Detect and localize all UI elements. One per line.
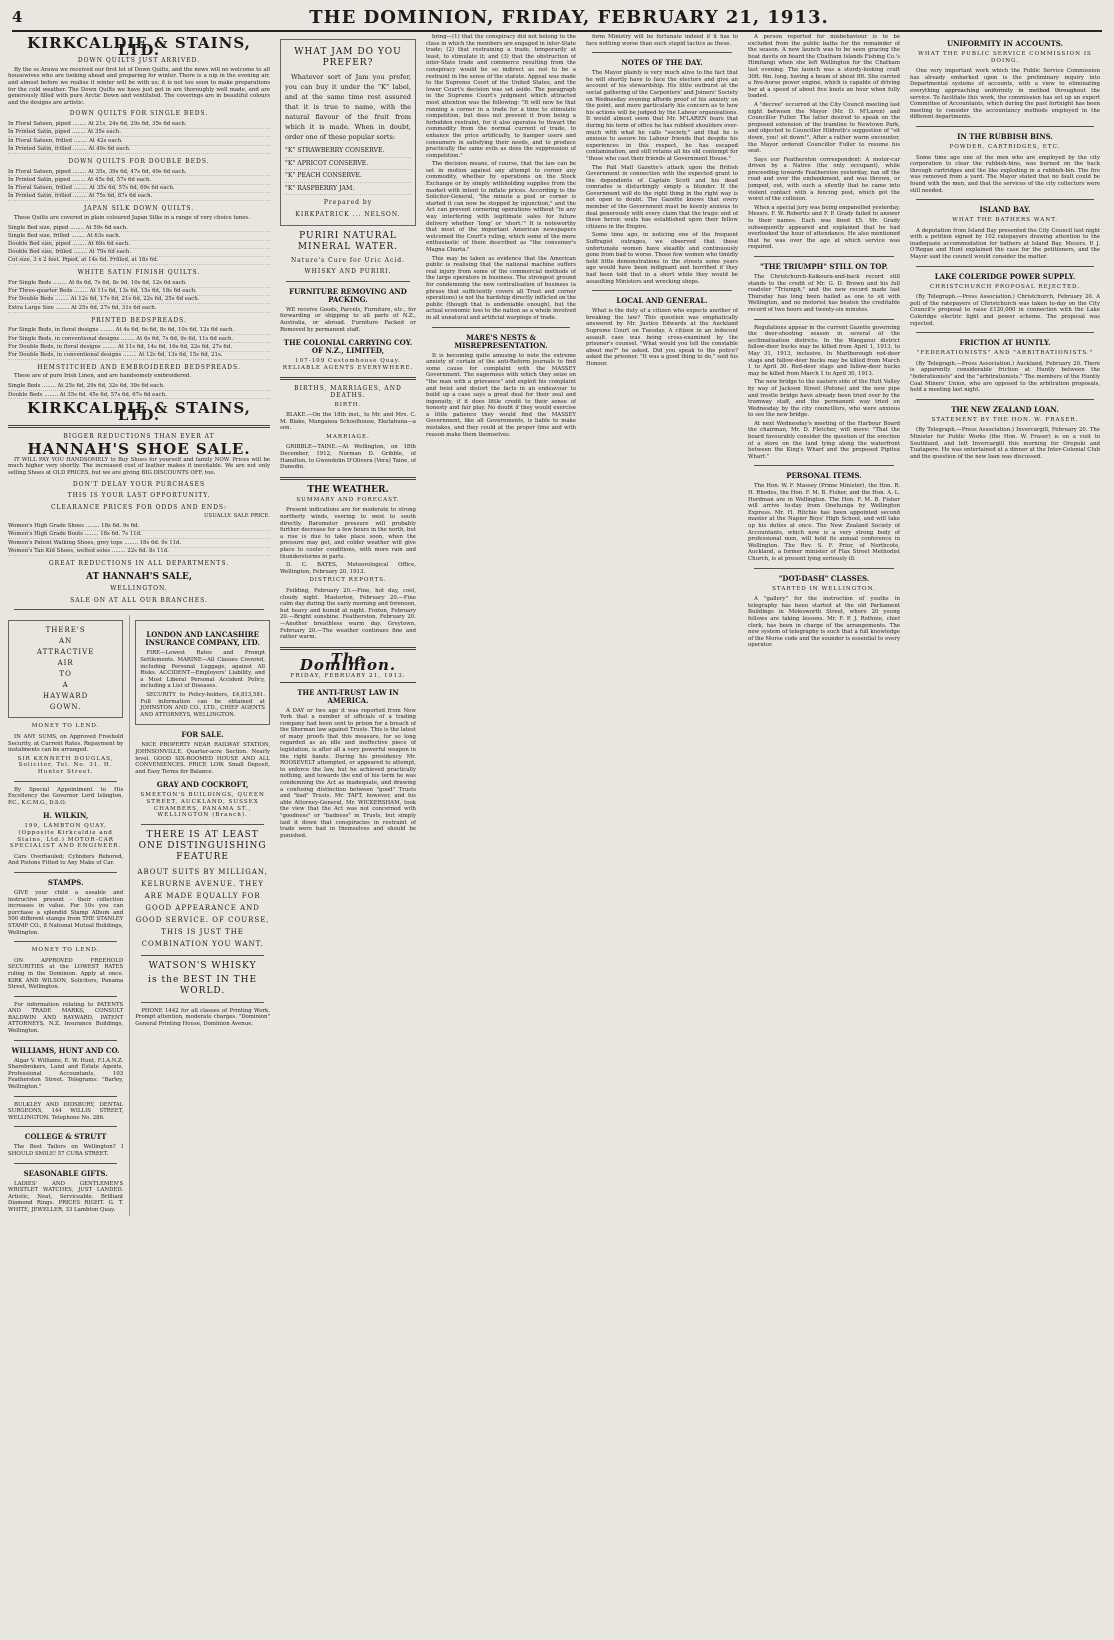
lake-coleridge-text: (By Telegraph.—Press Association.) Christchurch, February 20. A poll of the ratepayers of Christchurch was taken to-day on the City Council's proposal to raise £120,000 in connection with the Lake Coleridge electric light and power scheme. The proposal was rejected. — [910, 294, 1100, 327]
news-text: A person reported for misbehaviour is to be excluded from the public baths for the remainder of the season. A new launch was to be seen gracing the boat davits on board the Chatham Islands Fishing Co.'s Himitangi when she left Wellington for the Chatham last evening. The launch was a sturdy-looking craft 30ft. 6in. long, having a beam of about 8ft. She carried a five-horse power engine, which is capable of driving her at a speed of about five knots an hour when fully loaded. — [748, 34, 900, 100]
milligan-text: ABOUT SUITS BY MILLIGAN, KELBURNE AVENUE. THEY ARE MADE EQUALLY FOR GOOD APPEARANCE AND GOOD SERVICE. OF COURSE, THIS IS JUST THE COMBINATION YOU WANT. — [135, 867, 270, 948]
satin-heading: WHITE SATIN FINISH QUILTS. — [77, 269, 201, 277]
divider — [592, 52, 732, 53]
divider — [141, 955, 264, 956]
printing-text: PHONE 1442 for all classes of Printing Work. Prompt attention, moderate charges. "Dominion" General Printing House, Dominion Avenue. — [135, 1007, 270, 1027]
hemstitched-intro: These are of pure Irish Linen, and are handsomely embroidered. — [14, 373, 192, 380]
hannah-branches: SALE ON AT ALL OUR BRANCHES. — [70, 596, 208, 604]
marriage-heading: MARRIAGE. — [326, 433, 370, 440]
nz-loan-heading: THE NEW ZEALAND LOAN. — [951, 404, 1059, 414]
puriri-tag: WHISKY AND PURIRI. — [304, 268, 392, 276]
price-line: In Printed Satin, piped ........ At 35s each. — [8, 129, 270, 137]
hemstitched-heading: HEMSTITCHED AND EMBROIDERED BEDSPREADS. — [37, 363, 241, 371]
island-bay-heading: ISLAND BAY. — [979, 205, 1031, 215]
rubbish-heading: IN THE RUBBISH BINS. — [957, 131, 1053, 141]
hannah-heading: BIGGER REDUCTIONS THAN EVER AT — [63, 432, 215, 440]
single-beds-heading: DOWN QUILTS FOR SINGLE BEDS. — [69, 110, 209, 118]
island-bay-sub: WHAT THE BATHERS WANT. — [952, 217, 1058, 224]
notes-text: The Pall Mall Gazette's attack upon the British Government in connection with the expected grant to the dependents of Captain Scott and his dead comrades is disturbingly simply a blunder. If the Government will do the right thing in the right way is not open to doubt. The Gazette knows that every member of the Government must be keenly anxious to deal generously with every claim that the tragic end of these heroic souls has established upon their fellow citizens in the Empire. — [586, 164, 738, 230]
colonial-carrying-address: 107-109 Customhouse Quay. RELIABLE AGENTS EVERYWHERE. — [282, 358, 414, 371]
birth-heading: BIRTH. — [334, 401, 362, 408]
price-line: Double Beds ........ At 35s 6d, 45s 6d, 57s 6d, 67s 6d each. — [8, 391, 270, 399]
double-beds-list — [8, 168, 270, 201]
hannah-city: WELLINGTON. — [110, 585, 168, 593]
wilkin-appointment: By Special Appointment to His Excellency the Governor Lord Islington, P.C., K.C.M.G., D.S.O. — [8, 786, 124, 806]
for-sale-text: NICE PROPERTY NEAR RAILWAY STATION, JOHNSONVILLE. Quarter-acre Section. Nearly level. GOOD SIX-ROOMED HOUSE AND ALL CONVENIENCES. PRICE LOW. Small Deposit, and Easy Terms for Balance. — [135, 742, 270, 775]
dot-dash-heading: "DOT-DASH" CLASSES. — [778, 573, 870, 583]
gray-cockroft-name: GRAY AND COCKROFT, — [156, 780, 249, 790]
wilkin-name: H. WILKIN, — [42, 811, 89, 821]
editorial-text: This may be taken as evidence that the American public is realising that the national machine suffers real injury from some of the commercial methods of the large operators in business. The strongest ground for condemning the new centralisation of business (a phrase that sufficiently covers all Trust and corner operations) is not the hardship directly inflicted on the public (though that is undeniable enough), but the actual economic loss to the nation as a whole involved in all unnatural and artificial warpings of trade. — [426, 255, 576, 321]
news-text: Regulations appear in the current Gazette governing the deer-shooting season in several of the acclimatisation districts. In the Wanganui district fallow-deer bucks may be killed from April 1, 1913, to May 31, 1913, inclusive. In Marlborough red-deer stags and fallow-deer bucks may be killed from March 1 to April 30. Red-deer stags and fallow-deer bucks may be killed from March 1 to April 30, 1913. — [748, 324, 900, 377]
news-text: A "decree" occurred at the City Council meeting last night between the Mayor (Mr. D. M'Laren) and Councillor Fuller. The latter desired to speak on the proposed extension of the tramline to Newtown Park, and objected to Councillor Hildreth's suggestion of "sit down, you! sit down!". After a rather warm encounter, the Mayor ordered Councillor Fuller to resume his seat. — [748, 101, 900, 155]
classified-split — [8, 615, 270, 1215]
price-line: Women's High Grade Shoes ........ 18s 6d. 9s 6d. — [8, 523, 270, 531]
weather-sub: SUMMARY AND FORECAST. — [296, 496, 400, 503]
jam-maker: KIRKPATRICK ... NELSON. — [295, 210, 401, 218]
london-heading: LONDON AND LANCASHIRE INSURANCE COMPANY, LTD. — [145, 630, 260, 648]
local-general-text: What is the duty of a citizen who expects another of breaking the law? This question was emphatically answered by Mr. Justice Edwards at the Auckland Supreme Court on Tuesday. A citizen in an indecent assault case was being cross-examined by the prisoner's counsel. "What would you tell the constable about me?" he asked. Did you speak to the police? asked the prisoner. "It was a good thing to do," said his Honour. — [586, 308, 738, 367]
wilkin-address: 199, LAMBTON QUAY, (Opposite Kirkcaldie and Stains, Ltd.) MOTOR-CAR SPECIALIST AND ENGINEER. — [9, 823, 122, 850]
column-jam-weather-editorial — [280, 34, 416, 1636]
double-beds-heading: DOWN QUILTS FOR DOUBLE BEDS. — [68, 157, 210, 165]
divider — [754, 256, 894, 257]
dominion-nameplate: The Dominion. — [299, 649, 397, 675]
price-line: For Double Beds, in conventional designs ........ At 12s 6d, 13s 6d, 15s 6d, 21s. — [8, 352, 270, 360]
divider — [916, 126, 1094, 127]
weather-heading: THE WEATHER. — [307, 484, 389, 495]
kirkcaldie-brand: KIRKCALDIE & STAINS, LTD. — [27, 34, 251, 59]
divider — [280, 477, 416, 480]
price-line: In Floral Sateen, piped ........ At 35s, 39s 6d, 47s 6d, 49s 6d each. — [8, 168, 270, 176]
divider — [754, 319, 894, 320]
hemstitched-list — [8, 383, 270, 399]
price-line: Single Bed size, piped ........ At 59s 6d each. — [8, 224, 270, 232]
college-text: The Best Tailors on Wellington? I SHOULD SMILE! 57 CUBA STREET. — [8, 1144, 124, 1157]
nz-loan-sub: STATEMENT BY THE HON. W. FRASER. — [931, 416, 1079, 423]
hayward-line: A — [62, 681, 69, 690]
dentists-text: BULKLEY AND DIDSBURY, DENTAL SURGEONS, 144 WILLIS STREET, WELLINGTON. Telephone No. 286. — [8, 1101, 124, 1121]
money2-heading: MONEY TO LEND. — [31, 947, 100, 954]
column-telegrams — [910, 34, 1100, 1636]
single-beds-list — [8, 121, 270, 154]
jam-text: Whatever sort of Jam you prefer, you can buy it under the "K" label, and at the same time rest assured that it is true to name, with the natural flavour of the fruit from which it is made. When in doubt, order one of these popular sorts: — [285, 73, 411, 141]
jam-heading: WHAT JAM DO YOU PREFER? — [294, 47, 402, 68]
editorial-continued: form Ministry will be fortunate indeed if it has to face nothing worse than such stupid tactics as these. — [586, 34, 738, 47]
price-line: Double Bed size, frilled ........ At 79s 6d each. — [8, 249, 270, 257]
watson-text: is the BEST IN THE WORLD. — [148, 974, 258, 996]
personal-heading: PERSONAL ITEMS. — [786, 471, 862, 481]
hannah-sale: AT HANNAH'S SALE, — [86, 572, 192, 583]
column-advertisements — [8, 34, 270, 1636]
furniture-heading: FURNITURE REMOVING AND PACKING. — [289, 286, 407, 304]
news-text: The new bridge to the eastern side of the Hutt Valley by way of Jackson Street (Petone) and the new pipe and trestle bridge have already been tried over by the tramway staff, and the permanent way tried on Wednesday by the city councillors, who were anxious to see the new bridge. — [748, 379, 900, 419]
london-lancashire-ad — [135, 620, 270, 725]
money-text: IN ANY SUMS, on Approved Freehold Security, at Current Rates. Repayment by instalments can be arranged. — [8, 734, 124, 754]
stamps-heading: STAMPS. — [47, 877, 84, 887]
london-text: FIRE—Lowest Rates and Prompt Settlements. MARINE—All Classes Covered, including Personal Luggage, against All Risks. ACCIDENT—Employers' Liability, and a Most Liberal Personal Accident Policy, including a List of Diseases. — [140, 650, 265, 690]
notes-heading: NOTES OF THE DAY. — [621, 58, 703, 68]
district-heading: DISTRICT REPORTS. — [309, 577, 387, 584]
price-line: Women's High Grade Boots ........ 18s 6d. 7s 11d. — [8, 531, 270, 539]
money-agent: SIR KENNETH DOUGLAS, Solicitor, Tel. No. 31. H. Hunter Street. — [17, 755, 114, 776]
japan-silk-list — [8, 224, 270, 265]
local-general-heading: LOCAL AND GENERAL. — [616, 296, 708, 306]
divider — [432, 327, 570, 328]
divider — [916, 399, 1094, 400]
hayward-line: THERE'S — [45, 626, 86, 635]
price-line: Cot size, 3 x 2 feet. Piped, at 14s 6d. Frilled, at 18s 6d. — [8, 257, 270, 265]
lake-coleridge-heading: LAKE COLERIDGE POWER SUPPLY. — [934, 271, 1076, 281]
divider — [280, 377, 416, 380]
jam-sort: "K" APRICOT CONSERVE. — [285, 158, 411, 171]
divider — [14, 872, 117, 873]
dominion-date: FRIDAY, FEBRUARY 21, 1913. — [280, 673, 416, 683]
hannah-title: HANNAH'S SHOE SALE. — [27, 440, 251, 459]
personal-text: The Hon. W. F. Massey (Prime Minister), the Hon. R. H. Rhodes, the Hon. F. M. B. Fisher, and the Hon. A. L. Herdman are in Wellington. The Hon. F. M. B. Fisher will arrive to-day from Onehunga by Wellington Express. Mr. H. Ritchie has been appointed second master at the Napier Boys' High School, and will take up his duties at once. The New Zealand Society of Accountants, which now is a very strong body of professional men, will hold its annual conference in Wellington. The Rev. S. F. Prior, of Northcote, Auckland, a former minister of Flax Street Methodist Church, is at present lying seriously ill. — [748, 483, 900, 562]
divider — [141, 1002, 264, 1003]
for-sale-heading: FOR SALE. — [181, 730, 224, 740]
page-number: 4 — [12, 8, 23, 26]
hayward-line: GOWN. — [49, 703, 82, 712]
lake-coleridge-sub: CHRISTCHURCH PROPOSAL REJECTED. — [929, 283, 1081, 290]
patents-text: For information relating to PATENTS AND TRADE MARKS, CONSULT BALDWIN AND RAYWARD, PATENT ATTORNEYS, N.Z. Insurance Buildings, Wellington. — [8, 1001, 124, 1035]
colonial-carrying-name: THE COLONIAL CARRYING COY. OF N.Z., LIMITED, — [283, 338, 413, 356]
hannah-last: THIS IS YOUR LAST OPPORTUNITY. — [67, 492, 211, 500]
price-line: In Floral Sateen, frilled ........ At 42s each. — [8, 137, 270, 145]
birth-text: BLAKE.—On the 18th inst., to Mr. and Mrs. C. M. Blake, Manganoa Schoolhouse, Eketahuna—a son. — [280, 412, 416, 432]
uniformity-heading: UNIFORMITY IN ACCOUNTS. — [946, 39, 1064, 48]
divider — [14, 1126, 117, 1127]
divider — [14, 1040, 117, 1041]
column-notes — [586, 34, 738, 1636]
williams-text: Algar V. Williams, E. W. Hunt, F.I.A.N.Z. Sharebrokers, Land and Estate Agents, Professional Accountants, 103 Featherston Street. Telegrams: "Barley, Wellington." — [8, 1057, 124, 1091]
divider — [14, 996, 117, 997]
news-text: When a special jury was being empanelled yesterday, Messrs. F. W. Robertts and F. P. Grady failed to answer to their names. Each was fined £5. Mr. Grady subsequently appeared and explained that he had overlooked the hour of attendance. He also mentioned that he was over the age at which service was required. — [748, 204, 900, 251]
printed-list — [8, 327, 270, 360]
price-line: Women's Tan Kid Shoes, welted soles ........ 22s 6d. 8s 11d. — [8, 548, 270, 556]
divider — [14, 1096, 117, 1097]
price-line: Single Bed size, frilled ........ At 63s each. — [8, 232, 270, 240]
japan-silk-heading: JAPAN SILK DOWN QUILTS. — [83, 205, 195, 213]
japan-silk-intro: These Quilts are covered in plain coloured Japan Silks in a range of very choice tones. — [14, 214, 250, 221]
price-line: In Printed Satin, frilled ........ At 49s 6d each. — [8, 146, 270, 154]
price-line: In Floral Sateen, piped ........ At 21s, 24s 6d, 29s 6d, 35s 6d each. — [8, 121, 270, 129]
hayward-line: AIR — [57, 659, 74, 668]
milligan-heading: THERE IS AT LEAST ONE DISTINGUISHING FEATURE — [138, 829, 267, 862]
price-line: For Single Beds, in floral designs ........ At 4s 6d, 6s 6d, 8s 6d, 10s 6d, 12s 6d each. — [8, 327, 270, 335]
triumph-heading: "THE TRIUMPH" STILL ON TOP. — [760, 262, 888, 271]
divider — [14, 1163, 117, 1164]
huntly-sub: "FEDERATIONISTS" AND "ARBITRATIONISTS." — [916, 350, 1094, 357]
hayward-line: ATTRACTIVE — [36, 648, 95, 657]
puriri-heading: PURIRI NATURAL MINERAL WATER. — [297, 230, 399, 252]
satin-list — [8, 280, 270, 313]
antitrust-text: A DAY or two ago it was reported from New York that a number of officials of a trading company had been sent to prison for a breach of the Sherman law against Trusts. This is the latest of many proofs that this measure, for so long regarded as an idle and ineffective piece of legislation, is after all a very powerful weapon in the right hands. During his presidency Mr. ROOSEVELT attempted, or appeared to attempt, to enforce the law, but he achieved practically nothing, and towards the end of his term he was condemning the Act as inadequate, and drawing a confusing distinction between "good" Trusts and "bad" Trusts. Mr. TAFT, however, and his able Attorney-General, Mr. WICKERSHAM, took the view that the Act was not concerned with "goodness" or "badness" in Trusts, but simply laid it down that conspiracies in restraint of trade were bad in themselves and should be punished. — [280, 707, 416, 839]
gray-cockroft-address: SMEETON'S BUILDINGS, QUEEN STREET, AUCKLAND, SUSSEX CHAMBERS, PANAMA ST., WELLINGTON (Branch). — [140, 792, 265, 819]
divider — [14, 941, 117, 942]
quilts-intro: By the ss Arawa we received our first lot of Down Quilts, and the news will no welcome to all housewives who are looking ahead and preparing for winter. There is a nip in the evening air, and almost before we realise it winter will be with us; it is not too soon to make preparations for the cold weather. The Down Quilts we have just got in are thoroughly well made, and are generously filled with pure Arctic Down and ventilated. The coverings are in beautiful colours and the designs are artistic. — [8, 66, 270, 106]
page-title: THE DOMINION, FRIDAY, FEBRUARY 21, 1913. — [309, 6, 829, 28]
price-line: In Printed Satin, piped ........ At 45s 6d, 57s 6d each. — [8, 176, 270, 184]
rubbish-sub: POWDER, CARTRIDGES, ETC. — [949, 143, 1061, 150]
nz-loan-text: (By Telegraph.—Press Association.) Invercargill, February 20. The Minister for Public Works (the Hon. W. Fraser) is on a visit to Southland, and left Invercargill this morning for Orepuki and Tuatapere. He was entertained at a dinner at the Inter-Colonial Club and the question of the new loan was discussed. — [910, 427, 1100, 460]
price-line: For Double Beds ........ At 12s 6d, 17s 6d, 21s 6d, 22s 6d, 25s 6d each. — [8, 296, 270, 304]
price-line: In Printed Satin, frilled ........ At 75s 6d, 87s 6d each. — [8, 193, 270, 201]
hannah-delay: DON'T DELAY YOUR PURCHASES — [72, 480, 206, 488]
williams-name: WILLIAMS, HUNT AND CO. — [11, 1045, 120, 1055]
money2-text: ON APPROVED FREEHOLD SECURITIES at the LOWEST RATES ruling in the Dominion. Apply at once. KIRK AND WILSON, Solicitors, Panama Street, Wellington. — [8, 957, 124, 991]
money-heading: MONEY TO LEND. — [31, 723, 100, 730]
notes-text: The Mayor plainly is very much alive to the fact that he will shortly have to face the electors and give an account of his stewardship. His little outburst at the social gathering of the Carpenters' and Joiners' Society on Wednesday evening affords proof of his anxiety on the point, and more particularly his concern as to how his actions will be judged by the Labour organisations. It would almost seem that Mr. M'LAREN fears that during his term of office he has rubbed shoulders over-much with what he calls "society," and that he is anxious to assure his Labour friends that despite his experiences in this respect, he has escaped contamination, and still retains all his old contempt for "those who cast their friends at Government House." — [586, 70, 738, 162]
jam-ad — [280, 39, 416, 226]
clearance-list — [8, 523, 270, 556]
price-line: For Single Beds ........ At 6s 6d, 7s 6d, 8s 9d, 10s 6d, 12s 6d each. — [8, 280, 270, 288]
divider — [916, 332, 1094, 333]
clearance-columns: USUALLY. SALE PRICE. — [203, 513, 270, 520]
divider — [754, 568, 894, 569]
price-line: For Three-quarter Beds ........ At 11s 6d, 13s 6d, 15s 6d, 18s 6d each. — [8, 288, 270, 296]
college-heading: COLLEGE & STRUTT — [24, 1132, 107, 1142]
masthead — [12, 4, 1102, 32]
classified-right — [129, 615, 270, 1215]
column-editorial — [426, 34, 576, 1636]
london-security: SECURITY to Policy-holders, £4,813,581. Full information can be obtained at JOHNSTON AND CO., LTD., CHIEF AGENTS AND ATTORNEYS, WELLINGTON. — [140, 692, 265, 718]
island-bay-text: A deputation from Island Bay presented the City Council last night with a petition signed by 102 ratepayers drawing attention to the inadequate accommodation for bathers at Island Bay. Messrs. P. J. O'Regan and Hunt explained the case for the petitioners, and the Mayor said the council would consider the matter. — [910, 227, 1100, 261]
mares-nests-heading: MARE'S NESTS & MISREPRESENTATION. — [454, 332, 548, 350]
notes-text: Some time ago, in noticing one of the frequent Suffragist outrages, we observed that these unfortunate women have steadily and continuously gone from bad to worse. Those few women who timidly held little demonstrations in the streets some years ago would have been indignant and horrified if they had been told that in a short while they would be assaulting Ministers and wrecking shops. — [586, 232, 738, 285]
dot-dash-sub: STARTED IN WELLINGTON. — [772, 585, 876, 592]
clearance-heading: CLEARANCE PRICES FOR ODDS AND ENDS: — [50, 503, 228, 511]
wilkin-text: Cars Overhauled; Cylinders Rebored, And Pistons Fitted to Any Make of Car. — [8, 853, 124, 867]
seasonable-heading: SEASONABLE GIFTS. — [23, 1168, 108, 1178]
divider — [14, 609, 264, 610]
triumph-text: The Christchurch-Kaikoura-and-back record still stands to the credit of Mr. G. D. Brown and his full roadster "Triumph," and the new record made last Thursday has long been hailed as one to sit with Wellington, and no motorist has beaten the creditable record of two hours and twenty-six minutes. — [748, 274, 900, 313]
uniformity-text: One very important work which the Public Service Commission has already embarked upon is the preliminary inquiry into Departmental systems of accounts, with a view to eliminating everything approaching uniformity in method throughout the service. To facilitate this work, the commission has set up an expert Committee of Accountants, which during the past fortnight has been meeting to consider the accountancy methods employed in the different departments. — [910, 68, 1100, 121]
weather-signed: D. C. BATES, Meteorological Office, Wellington, February 20, 1913. — [280, 562, 416, 575]
price-line: For Double Beds, in floral designs ........ At 11s 6d, 14s 6d, 16s 6d, 22s 6d, 27s 6d. — [8, 343, 270, 351]
rubbish-text: Some time ago one of the men who are employed by the city corporation to clear the rubbish-bins, was burned on the back through cartridges and the like exploding in a rubbish-bin. The fire was removed from a yard. The Mayor stated that no fault could be found with the men, and that the services of the city collectors were still needed. — [910, 154, 1100, 194]
stamps-text: GIVE your child a useable and instructive present - their collection increases in value. For 10s you can purchase a splendid Stamp Album and 500 different stamps from THE STANLEY STAMP CO., 8 National Mutual Buildings, Wellington. — [8, 889, 124, 936]
editorial-text: bring—(1) that the conspiracy did not belong to the class in which the members are engaged in inter-State trade; (2) that restraining a trade, temporarily at least, to stimulate it; and (3) that the obstruction of inter-State trade and commerce resulting from the conspiracy would be so indirect as not to be a restraint in the sense of the statute. Appeal was made to the Supreme Court of the United States, and the lower Court's decision was set aside. The paragraph in the Supreme Court's judgment which attracted most attention was the following: "It will now be that running a corner in a trade for a time to stimulate competition, but does not prevent it from being a forbidden restraint, for it also operates to thwart the commodity from the normal current of trade, to enhance the price artificially, to hamper users and consumers in satisfying their needs, and to produce practically the same evils as does the suppression of competition." — [426, 34, 576, 159]
editorial-text: The decision means, of course, that the law can be set in motion against any attempt to corner any commodity, whether by operations on the Stock Exchange or by simply withholding supplies from the market with intent to inflate prices. According to the Solicitor-General, "the minute a pool or corner is started it can now be stopped by injunction," and the Act can prevent cornering operations without "in any way interfering with legitimate sales for future delivery whether 'long' or 'short.'" It is noteworthy that most of the important American newspapers welcomed the Court's ruling, which some of the more enthusiastic of them described as "the consumer's Magna Charta." — [426, 161, 576, 253]
price-line: Women's Patent Walking Shoes, grey tops ........ 18s 6d. 9s 11d. — [8, 539, 270, 547]
classified-left — [8, 615, 123, 1215]
bmd-heading: BIRTHS, MARRIAGES, AND DEATHS. — [294, 385, 402, 399]
puriri-text: Nature's Cure for Uric Acid. — [290, 256, 406, 264]
antitrust-heading: THE ANTI-TRUST LAW IN AMERICA. — [297, 687, 399, 705]
divider — [286, 281, 410, 282]
jam-sort: "K" PEACH CONSERVE. — [285, 170, 411, 183]
price-line: Double Bed size, piped ........ At 69s 6d each. — [8, 241, 270, 249]
divider — [14, 781, 117, 782]
dot-dash-text: A "gallery" for the instruction of youths in telegraphy has been started at the old Parliament Buildings in Molesworth Street, where 20 young fellows are taking lessons. Mr. F. P. J. Rothnie, chief clerk, has been in charge of the arrangements. The new system of telegraphy is such that a full knowledge of the Morse code and the sounder is essential to every operator. — [748, 596, 900, 649]
jam-sorts — [285, 145, 411, 195]
news-text: Says our Featherston correspondent: A motor-car driven by a Native (the only occupant), while proceeding towards Featherston yesterday, ran off the road and over the embankment, and was thrown, or jumped, out, with such a silently that he came into violent contact with a fencing post, which got the worst of the collision. — [748, 156, 900, 203]
furniture-text: WE receive Goods, Parcels, Furniture, etc., for forwarding or shipping to all parts of N.Z., Australia, or abroad. Furniture Packed or Removed by permanent staff. — [280, 306, 416, 333]
quilts-heading: DOWN QUILTS JUST ARRIVED. — [77, 57, 201, 65]
hayward-line: TO — [59, 670, 72, 679]
price-line: Extra Large Size ........ At 25s 6d, 27s 6d, 31s 6d each. — [8, 304, 270, 312]
jam-sort: "K" RASPBERRY JAM. — [285, 183, 411, 196]
hayward-gown-ad — [8, 620, 123, 718]
huntly-text: (By Telegraph.—Press Association.) Auckland, February 20. There is apparently considerable friction at Huntly between the "federationists" and the "arbitrationists." The members of the Huntly Coal Miners' Union, who are opposed to the arbitration proposals, held a meeting last night. — [910, 360, 1100, 394]
marriage-text: GRIBBLE—TAINE.—At Wellington, on 18th December, 1912, Norman D. Gribble, of Hamilton, to Gwendolin D'Olivera (Vera) Taine, of Dunedin. — [280, 444, 416, 471]
watson-heading: WATSON'S WHISKY — [148, 960, 257, 971]
weather-text: Present indications are for moderate to strong northerly winds, veering to west to south directly. Barometer pressure will probably further decrease for a few hours in the north, but a rise is due to take place soon, when the pressure may get, and colder weather will give place to cooler conditions, with more rain and thunderstorms in parts. — [280, 507, 416, 560]
printed-heading: PRINTED BEDSPREADS. — [91, 316, 187, 324]
news-text: At next Wednesday's meeting of the Harbour Board the chairman, Mr. D. Fletcher, will move: "That the board favourably consider the question of the erection of a store on the land lying along the waterfront between the King's Wharf and the proposed Pipitea Wharf." — [748, 420, 900, 460]
hannah-text: IT WILL PAY YOU HANDSOMELY to Buy Shoes for yourself and family NOW. Prices will be much higher very shortly. The increased cost of leather makes it inevitable. We are not only selling Shoes at OLD PRICES, but we are giving BIG DISCOUNTS OFF, too. — [8, 456, 270, 476]
clearance-note: GREAT REDUCTIONS IN ALL DEPARTMENTS. — [48, 559, 230, 567]
jam-prepared: Prepared by — [323, 199, 373, 207]
seasonable-text: LADIES' AND GENTLEMEN'S WRISTLET WATCHES, JUST LANDED. Artistic, Neat, Serviceable. Brilliant Diamond Rings. PRICES RIGHT. G. T. WHITE, JEWELLER, 33 Lambton Quay. — [8, 1180, 124, 1213]
divider — [8, 425, 270, 428]
price-line: In Floral Sateen, frilled ........ At 35s 6d, 57s 6d, 69s 6d each. — [8, 185, 270, 193]
district-text: Feilding, February 20.—Fine, hot day, cool, cloudy night. Masterton, February 20.—Fine calm day during the early morning and forenoon, but heavy and humid at night. Foxton, February 20.—Bright sunshine. Featherston, February 20.—Another breathless warm day. Greytown, February 20.—The weather continues fine and rather warm. — [280, 587, 416, 641]
price-line: For Single Beds, in conventional designs ........ At 6s 6d, 7s 6d, 9s 6d, 11s 6d each. — [8, 335, 270, 343]
divider — [592, 290, 732, 291]
divider — [916, 266, 1094, 267]
jam-sort: "K" STRAWBERRY CONSERVE. — [285, 145, 411, 158]
kirkcaldie-brand-footer: KIRKCALDIE & STAINS, LTD. — [27, 399, 251, 424]
divider — [754, 465, 894, 466]
price-line: Single Beds ........ At 25s 6d, 29s 6d, 32s 6d, 39s 6d each. — [8, 383, 270, 391]
mares-nests-text: It is becoming quite amusing to note the extreme anxiety of certain of the anti-Reform journals to find some cause for complaint with the MASSEY Government. The eagerness with which they seize on "the man with a grievance" and exploit his complaint and twist and distort the facts in an endeavour to build up a case says a great deal for their zeal and ingenuity, if it does little credit to their sense of honesty and fair play. No doubt if they would exercise a little patience they would find the MASSEY Government, like all Governments, is liable to make mistakes, and they could at the proper time and with reason make them themselves. — [426, 352, 576, 438]
divider — [916, 199, 1094, 200]
column-news — [748, 34, 900, 1636]
huntly-heading: FRICTION AT HUNTLY. — [959, 338, 1051, 348]
divider — [141, 824, 264, 825]
uniformity-sub: WHAT THE PUBLIC SERVICE COMMISSION IS DOING. — [918, 51, 1092, 64]
hayward-line: HAYWARD — [42, 692, 89, 701]
hayward-line: AN — [59, 637, 73, 646]
